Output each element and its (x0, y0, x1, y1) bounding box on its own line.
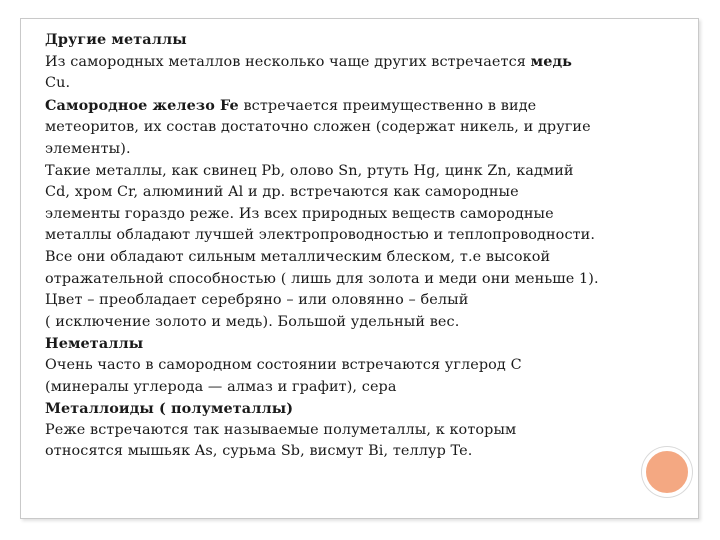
paragraph-other-metals-line7: Цвет – преобладает серебряно – или оловянно – белый (45, 292, 469, 309)
paragraph-other-metals-line2: Cd, хром Cr, алюминий Al и др. встречаются как самородные (45, 184, 519, 201)
paragraph-iron (45, 95, 670, 118)
paragraph-other-metals-line4: металлы обладают лучшей электропроводностью и теплопроводности. (45, 227, 596, 244)
paragraph-other-metals-line6: отражательной способностью ( лишь для золота и меди они меньше 1). (45, 270, 599, 287)
paragraph-other-metals-line8: ( исключение золото и медь). Большой удельный вес. (45, 313, 460, 330)
paragraph-iron-line2: метеоритов, их состав достаточно сложен (содержат никель, и другие (45, 119, 591, 136)
paragraph-copper (45, 51, 670, 74)
copper-bold: медь (530, 52, 573, 70)
paragraph-other-metals-line5: Все они обладают сильным металлическим блеском, т.е высокой (45, 248, 551, 265)
paragraph-other-metals-line1: Такие металлы, как свинец Pb, олово Sn, ртуть Hg, цинк Zn, кадмий (45, 162, 574, 179)
heading-metalloids: Металлоиды ( полуметаллы) (45, 400, 294, 418)
iron-bold: Самородное железо Fe (45, 96, 239, 114)
slide-content (45, 29, 670, 463)
paragraph-nonmetals-line1: Очень часто в самородном состоянии встречаются углерод С (45, 356, 522, 373)
paragraph-other-metals-line3: элементы гораздо реже. Из всех природных веществ самородные (45, 205, 554, 222)
paragraph-metalloids-line1: Реже встречаются так называемые полуметаллы, к которым (45, 421, 517, 438)
heading-nonmetals: Неметаллы (45, 335, 144, 353)
iron-text: встречается преимущественно в виде (238, 97, 537, 114)
paragraph-copper-line2: Cu. (45, 75, 71, 92)
heading-other-metals: Другие металлы (45, 31, 187, 48)
paragraph-metalloids-line2: относятся мышьяк As, сурьма Sb, висмут Bi, теллур Te. (45, 443, 473, 460)
paragraph-nonmetals-line2: (минералы углерода — алмаз и графит), сера (45, 378, 397, 395)
paragraph-iron-line3: элементы). (45, 140, 131, 157)
copper-text: Из самородных металлов несколько чаще других встречается (45, 53, 531, 70)
